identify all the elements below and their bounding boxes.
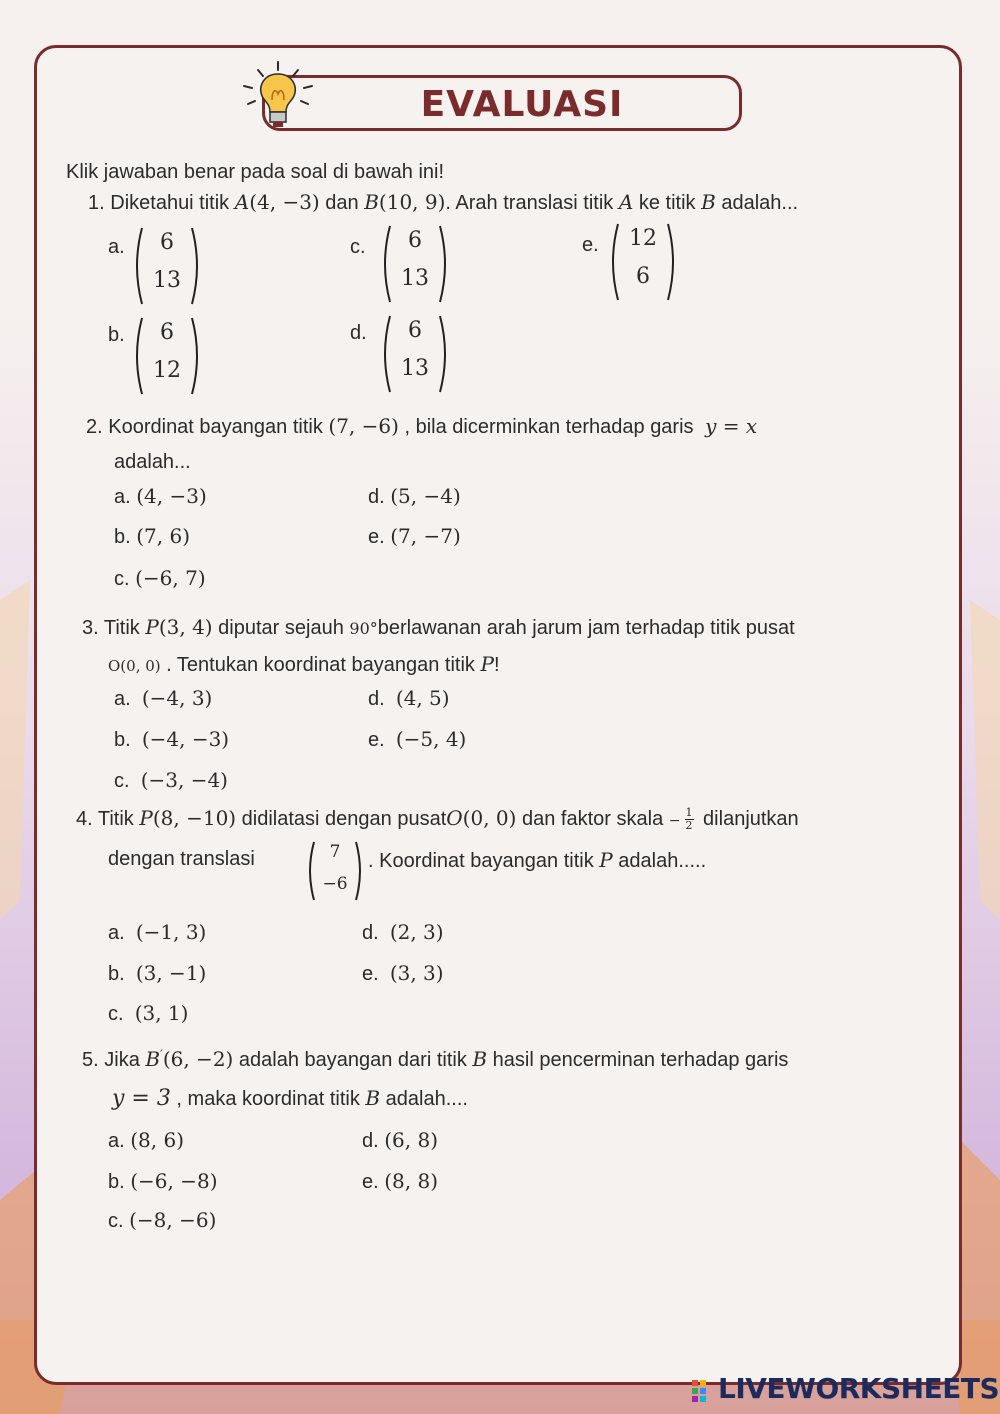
- option-4d[interactable]: d. (2, 3): [362, 920, 444, 944]
- option-2a[interactable]: a. (4, −3): [114, 484, 207, 508]
- option-3b[interactable]: b. (−4, −3): [114, 727, 230, 751]
- instruction-text: Klik jawaban benar pada soal di bawah ini!: [66, 161, 445, 183]
- liveworksheets-brand[interactable]: LIVEWORKSHEETS: [718, 1372, 1000, 1405]
- question-3: 3. Titik P(3, 4) diputar sejauh 90°berlawanan arah jarum jam terhadap titik pusat: [82, 615, 795, 639]
- option-3e[interactable]: e. (−5, 4): [368, 727, 467, 751]
- question-2: 2. Koordinat bayangan titik (7, −6) , bila dicerminkan terhadap garis y = x: [86, 414, 758, 438]
- option-4a[interactable]: a. (−1, 3): [108, 920, 207, 944]
- question-number: 2.: [86, 416, 103, 438]
- question-5-line2: y = 3 , maka koordinat titik B adalah....: [112, 1086, 468, 1111]
- option-1c[interactable]: 6 13: [380, 224, 450, 304]
- option-3a[interactable]: a. (−4, 3): [114, 686, 213, 710]
- option-5a[interactable]: a. (8, 6): [108, 1128, 185, 1152]
- page-title: EVALUASI: [420, 84, 624, 125]
- option-2c[interactable]: c. (−6, 7): [114, 566, 206, 590]
- option-2b[interactable]: b. (7, 6): [114, 524, 191, 548]
- option-1a[interactable]: 6 13: [132, 226, 202, 306]
- option-label: b.: [108, 324, 125, 346]
- option-5e[interactable]: e. (8, 8): [362, 1169, 439, 1193]
- option-4c[interactable]: c. (3, 1): [108, 1001, 189, 1025]
- option-3c[interactable]: c. (−3, −4): [114, 768, 228, 792]
- option-2e[interactable]: e. (7, −7): [368, 524, 461, 548]
- question-2-line2: adalah...: [114, 451, 191, 473]
- option-label: c.: [350, 236, 366, 258]
- question-4: 4. Titik P(8, −10) didilatasi dengan pusatO(0, 0) dan faktor skala − $\frac{1}{2}$ dilanjutkan: [76, 806, 799, 833]
- option-4e[interactable]: e. (3, 3): [362, 961, 444, 985]
- option-5c[interactable]: c. (−8, −6): [108, 1208, 217, 1232]
- option-label: e.: [582, 234, 599, 256]
- option-1e[interactable]: 12 6: [608, 222, 678, 302]
- option-3d[interactable]: d. (4, 5): [368, 686, 450, 710]
- translation-vector: 7 −6: [306, 840, 364, 902]
- question-3-line2: O(0, 0) . Tentukan koordinat bayangan titik P!: [108, 652, 500, 676]
- question-4-line2-b: . Koordinat bayangan titik P adalah.....: [368, 848, 707, 872]
- question-number: 3.: [82, 617, 99, 639]
- question-number: 1.: [88, 192, 105, 214]
- liveworksheets-logo-icon: [692, 1380, 714, 1402]
- option-2d[interactable]: d. (5, −4): [368, 484, 461, 508]
- question-5: 5. Jika B′(6, −2) adalah bayangan dari titik B hasil pencerminan terhadap garis: [82, 1047, 789, 1071]
- option-1d[interactable]: 6 13: [380, 314, 450, 394]
- option-5b[interactable]: b. (−6, −8): [108, 1169, 218, 1193]
- question-4-line2-a: dengan translasi: [108, 848, 255, 870]
- option-1b[interactable]: 6 12: [132, 316, 202, 396]
- option-label: d.: [350, 322, 367, 344]
- fraction: $\frac{1}{2}$: [685, 806, 693, 833]
- question-number: 5.: [82, 1049, 99, 1071]
- option-label: a.: [108, 236, 125, 258]
- option-4b[interactable]: b. (3, −1): [108, 961, 207, 985]
- question-number: 4.: [76, 808, 93, 830]
- question-1: 1. Diketahui titik A(4, −3) dan B(10, 9). Arah translasi titik A ke titik B adalah...: [88, 190, 799, 214]
- option-5d[interactable]: d. (6, 8): [362, 1128, 439, 1152]
